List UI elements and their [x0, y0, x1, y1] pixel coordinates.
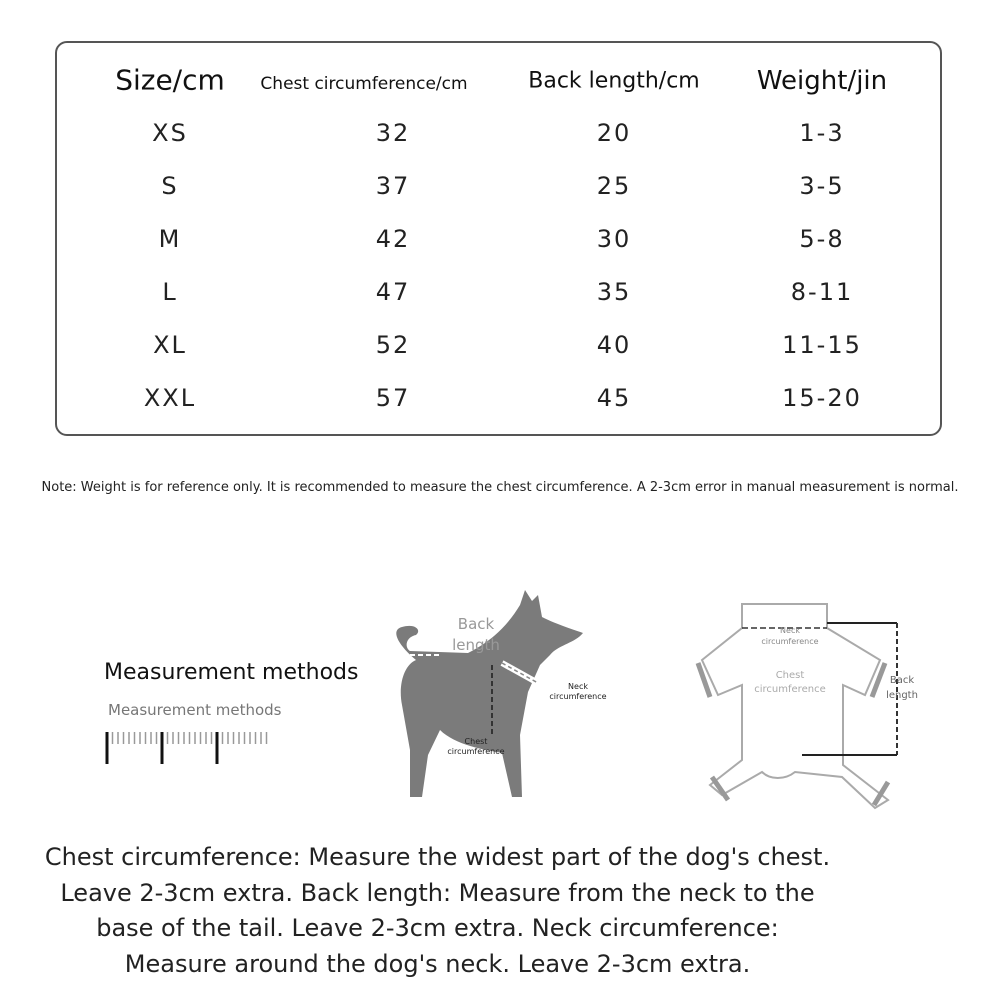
table-cell: 45	[596, 384, 632, 412]
table-cell: XS	[152, 119, 188, 147]
dog-back-label: Back	[457, 615, 495, 633]
shirt-back-label-2: length	[886, 690, 918, 701]
table-cell: XXL	[143, 384, 197, 412]
table-cell: 37	[375, 172, 411, 200]
table-cell: 11-15	[782, 331, 862, 359]
table-cell: 3-5	[799, 172, 845, 200]
table-cell: 52	[375, 331, 411, 359]
table-cell: S	[161, 172, 179, 200]
shirt-neck-label: Neck	[780, 626, 800, 635]
header-weight: Weight/jin	[756, 66, 888, 96]
table-cell: 5-8	[799, 225, 845, 253]
dog-neck-label-2: circumference	[549, 692, 607, 701]
description-line: Chest circumference: Measure the widest part of the dog's chest.	[44, 843, 831, 871]
table-cell: 30	[596, 225, 632, 253]
shirt-diagram	[680, 595, 930, 815]
table-cell: 25	[596, 172, 632, 200]
table-cell: XL	[153, 331, 187, 359]
table-cell: 32	[375, 119, 411, 147]
shirt-chest-label-2: circumference	[754, 684, 826, 695]
measurement-subtitle: Measurement methods	[108, 701, 282, 719]
table-cell: 20	[596, 119, 632, 147]
measurement-title: Measurement methods	[104, 660, 359, 685]
table-cell: 57	[375, 384, 411, 412]
table-cell: 42	[375, 225, 411, 253]
header-back: Back length/cm	[528, 68, 700, 94]
shirt-chest-label: Chest	[775, 670, 805, 681]
table-cell: 8-11	[790, 278, 854, 306]
description-line: Leave 2-3cm extra. Back length: Measure from the neck to the	[60, 878, 815, 907]
table-cell: M	[158, 225, 182, 253]
dog-back-label-2: length	[452, 636, 500, 654]
dog-neck-label: Neck	[568, 682, 588, 691]
table-cell: 40	[596, 331, 632, 359]
description-line: base of the tail. Leave 2-3cm extra. Neck circumference:	[96, 914, 779, 942]
note-text: Note: Weight is for reference only. It is recommended to measure the chest circumference. A 2-3cm error in manual measurement is normal.	[41, 480, 959, 495]
table-cell: 15-20	[782, 384, 862, 412]
dog-diagram	[380, 585, 620, 820]
table-cell: 1-3	[799, 119, 845, 147]
dog-chest-label: Chest	[464, 737, 488, 746]
header-chest: Chest circumference/cm	[260, 74, 468, 94]
shirt-neck-label-2: circumference	[761, 637, 819, 646]
table-cell: 35	[596, 278, 632, 306]
shirt-back-label: Back	[889, 675, 915, 686]
description	[0, 840, 875, 982]
dog-chest-label-2: circumference	[447, 747, 505, 756]
table-cell: L	[162, 278, 178, 306]
header-size: Size/cm	[115, 63, 225, 97]
ruler-icon	[105, 730, 275, 770]
table-cell: 47	[375, 278, 411, 306]
description-line: Measure around the dog's neck. Leave 2-3cm extra.	[124, 949, 751, 978]
